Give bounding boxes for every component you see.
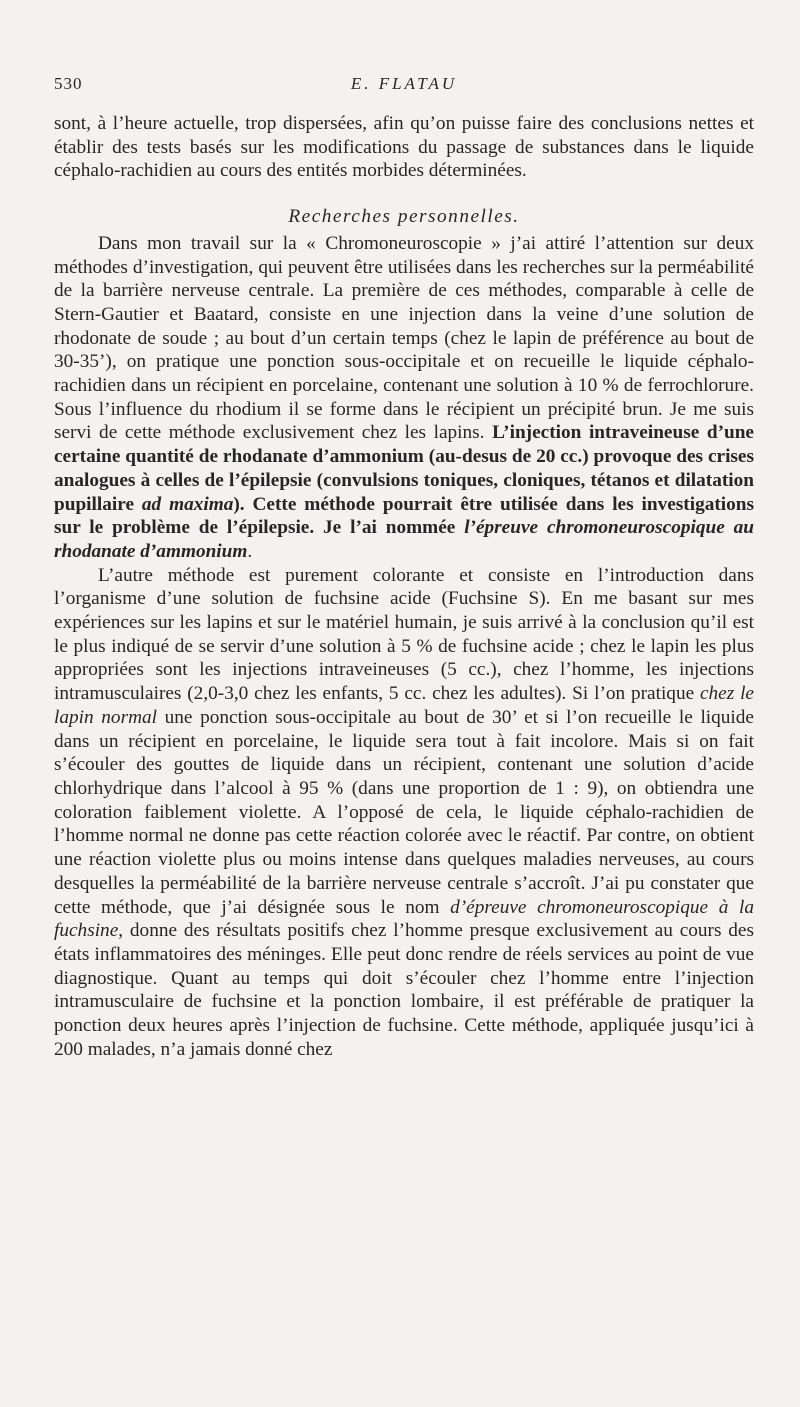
- running-head: [54, 74, 754, 102]
- emphasis-ad-maxima: ad maxima: [141, 493, 234, 515]
- emphasis-epreuve-fuchsine: d’épreuve chromoneuroscopique à la fuchsine: [54, 896, 754, 942]
- page-number: 530: [54, 74, 83, 93]
- paragraph-text-bold: ). Cette méthode pourrait être utilisée dans les investigations sur le problème de l’épilepsie. Je l’ai nommée: [54, 493, 754, 539]
- paragraph-text-bold: L’injection intraveineuse d’une certaine quantité de rhodanate d’ammonium (au-desus de 20 cc.) provoque des crises analogues à celles de l’épilepsie (convulsions toniques, cloniques, tétanos et dilatation pupillaire: [54, 422, 754, 515]
- paragraph-fuchsine: [54, 564, 754, 1062]
- emphasis-epreuve-rhodanate: l’épreuve chromoneuroscopique au rhodanate d’ammonium: [54, 517, 754, 562]
- paragraph-chromoneuroscopie: [54, 232, 754, 564]
- emphasis-lapin-normal: chez le lapin normal: [54, 683, 754, 728]
- body-text: [54, 112, 754, 1061]
- paragraph-text: .: [247, 540, 253, 562]
- paragraph-text: une ponction sous-occipitale au bout de 30’ et si l’on recueille le liquide dans un récipient en porcelaine, le liquide sera tout à fait incolore. Mais si on fait s’écouler des gouttes de liquide dans un récipient, contenant une solution d’acide chlorhydrique dans l’alcool à 95 % (dans une proportion de 1 : 9), on obtiendra une coloration faiblement violette. A l’opposé de cela, le liquide céphalo-rachidien de l’homme normal ne donne pas cette réaction colorée avec le réactif. Par contre, on obtient une réaction violette plus ou moins intense dans quelques maladies nerveuses, au cours desquelles la perméabilité de la barrière nerveuse centrale s’accroît. J’ai pu constater que cette méthode, que j’ai désignée sous le nom: [54, 706, 754, 918]
- running-title: E. FLATAU: [350, 74, 458, 93]
- paragraph-text: Dans mon travail sur la « Chromoneuroscopie » j’ai attiré l’attention sur deux méthodes d’investigation, qui peuvent être utilisées dans les recherches sur la perméabilité de la barrière nerveuse centrale. La première de ces méthodes, comparable à celle de Stern-Gautier et Baatard, consiste en une injection dans la veine d’une solution de rhodonate de soude ; au bout d’un certain temps (chez le lapin de préférence au bout de 30-35’), on pratique une ponction sous-occipitale et on recueille le liquide céphalo-rachidien dans un récipient en porcelaine, contenant une solution à 10 % de ferrochlorure. Sous l’influence du rhodium il se forme dans le récipient un précipité brun. Je me suis servi de cette méthode exclusivement chez les lapins.: [54, 232, 754, 444]
- section-heading: Recherches personnelles.: [288, 206, 520, 228]
- paragraph-text: L’autre méthode est purement colorante et consiste en l’introduction dans l’organisme d’une solution de fuchsine acide (Fuchsine S). En me basant sur mes expériences sur les lapins et sur le matériel humain, je suis arrivé à la conclusion qu’il est le plus indiqué de se servir d’une solution à 5 % de fuchsine acide ; chez le lapin les plus appropriées sont les injections intraveineuses (5 cc.), chez l’homme, les injections intramusculaires (2,0-3,0 chez les enfants, 5 cc. chez les adultes). Si l’on pratique: [54, 564, 754, 705]
- paragraph-text: , donne des résultats positifs chez l’homme presque exclusivement au cours des états inflammatoires des méninges. Elle peut donc rendre de réels services au point de vue diagnostique. Quant au temps qui doit s’écouler chez l’homme entre l’injection intramusculaire de fuchsine et la ponction lombaire, il est préférable de pratiquer la ponction deux heures après l’injection de fuchsine. Cette méthode, appliquée jusqu’ici à 200 malades, n’a jamais donné chez: [54, 920, 754, 1060]
- paragraph-continuation: sont, à l’heure actuelle, trop dispersées, afin qu’on puisse faire des conclusions nettes et établir des tests basés sur les modifications du passage de substances dans le liquide céphalo-rachidien au cours des entités morbides déterminées.: [54, 113, 754, 182]
